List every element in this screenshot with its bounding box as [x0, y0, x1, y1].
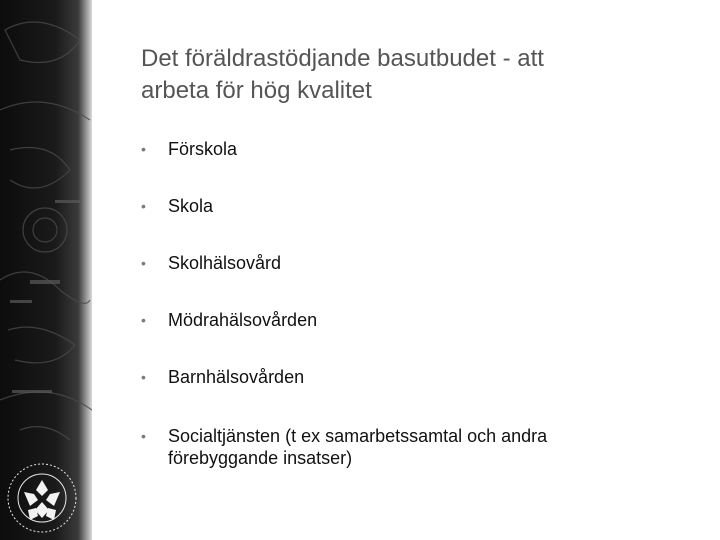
- bullet-icon: •: [141, 312, 146, 328]
- list-item-text: Förskola: [168, 139, 238, 159]
- bullet-icon: •: [141, 141, 146, 157]
- list-item-text: Skola: [168, 196, 214, 216]
- university-seal-icon: [2, 458, 82, 538]
- bullet-icon: •: [141, 369, 146, 385]
- slide-title: [141, 43, 681, 107]
- list-item: [141, 366, 661, 388]
- list-item-text: Socialtjänsten (t ex samarbetssamtal och andra förebyggande insatser): [168, 426, 548, 468]
- slide-title-line-1: Det föräldrastödjande basutbudet - att: [141, 45, 544, 72]
- list-item-text: Skolhälsovård: [168, 253, 282, 273]
- list-item: [141, 425, 661, 469]
- bullet-icon: •: [141, 255, 146, 271]
- list-item: [141, 195, 661, 217]
- list-item-text: Mödrahälsovården: [168, 310, 318, 330]
- decorative-sidebar: [0, 0, 92, 540]
- slide-title-line-2: arbeta för hög kvalitet: [141, 77, 372, 104]
- list-item-text: Barnhälsovården: [168, 367, 305, 387]
- list-item: [141, 252, 661, 274]
- list-item: [141, 309, 661, 331]
- bullet-icon: •: [141, 198, 146, 214]
- list-item: [141, 138, 661, 160]
- bullet-icon: •: [141, 428, 146, 444]
